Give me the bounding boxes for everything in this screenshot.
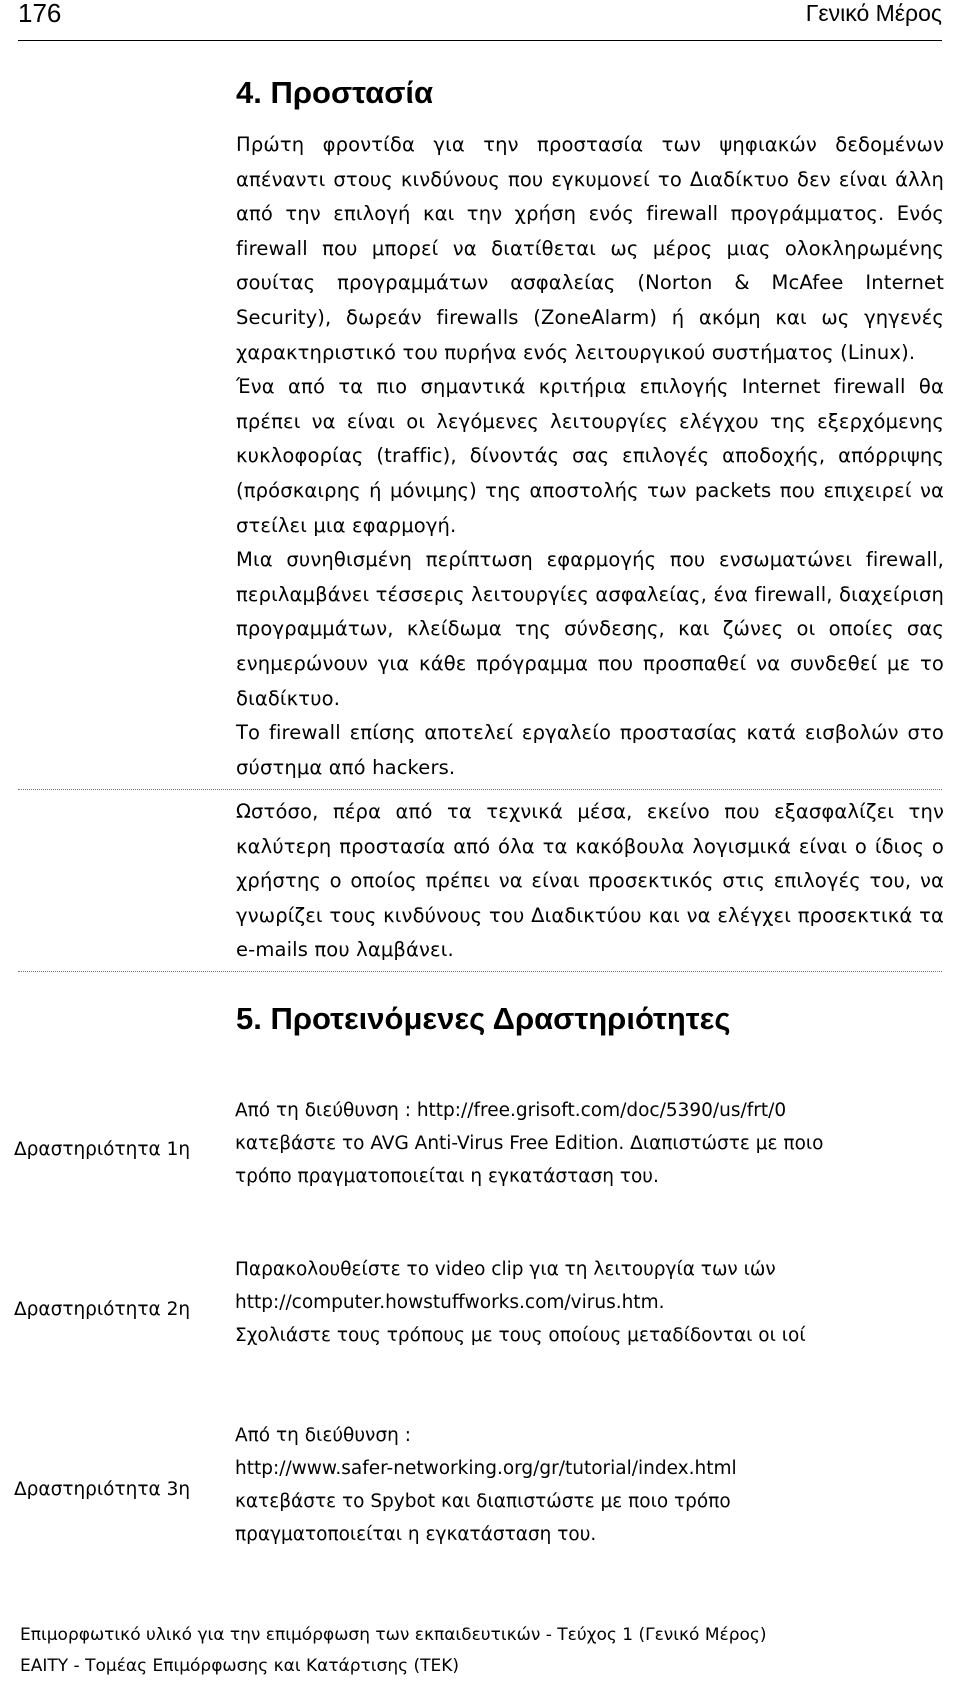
activity-text bbox=[235, 1094, 935, 1193]
divider bbox=[18, 971, 942, 972]
activity-label: Δραστηριότητα 1η bbox=[14, 1139, 191, 1160]
activity-line: Σχολιάστε τους τρόπους με τους οποίους μεταδίδονται οι ιοί bbox=[235, 1325, 806, 1346]
activity-line: Παρακολουθείστε το video clip για τη λειτουργία των ιών bbox=[235, 1259, 776, 1280]
activity-text bbox=[235, 1253, 935, 1352]
section-closing bbox=[236, 795, 944, 968]
activity-line: http://www.safer-networking.org/gr/tutorial/index.html bbox=[235, 1458, 737, 1479]
page-number: 176 bbox=[18, 0, 62, 28]
activity-line: Από τη διεύθυνση : bbox=[235, 1425, 411, 1446]
activity-line: κατεβάστε το AVG Anti-Virus Free Edition. Διαπιστώστε με ποιο bbox=[235, 1133, 824, 1154]
page-footer bbox=[20, 1620, 767, 1682]
paragraph: Ένα από τα πιο σημαντικά κριτήρια επιλογής Internet firewall θα πρέπει να είναι οι λεγόμενες λειτουργίες ελέγχου της εξερχόμενης κυκλοφορίας (traffic), δίνοντάς σας επιλογές αποδοχής, απόρριψης (πρόσκαιρης ή μόνιμης) της αποστολής των packets που επιχειρεί να στείλει μια εφαρμογή. bbox=[236, 375, 944, 537]
paragraph: Ωστόσο, πέρα από τα τεχνικά μέσα, εκείνο που εξασφαλίζει την καλύτερη προστασία από όλα τα κακόβουλα λογισμικά είναι ο ίδιος ο χρήστης ο οποίος πρέπει να είναι προσεκτικός στις επιλογές του, να γνωρίζει τους κινδύνους του Διαδικτύου και να ελέγχει προσεκτικά τα e-mails που λαμβάνει. bbox=[236, 800, 944, 962]
section-body bbox=[236, 128, 944, 785]
footer-line: Επιμορφωτικό υλικό για την επιμόρφωση των εκπαιδευτικών - Τεύχος 1 (Γενικό Μέρος) bbox=[20, 1625, 767, 1645]
activity-line: http://computer.howstuffworks.com/virus.htm. bbox=[235, 1292, 665, 1313]
footer-line: ΕΑΙΤΥ - Τομέας Επιμόρφωσης και Κατάρτισης (ΤΕΚ) bbox=[20, 1656, 460, 1676]
activity-label: Δραστηριότητα 2η bbox=[14, 1299, 191, 1320]
activity-label: Δραστηριότητα 3η bbox=[14, 1479, 191, 1500]
paragraph: Το firewall επίσης αποτελεί εργαλείο προστασίας κατά εισβολών στο σύστημα από hackers. bbox=[236, 721, 944, 779]
activity-line: Από τη διεύθυνση : http://free.grisoft.com/doc/5390/us/frt/0 bbox=[235, 1100, 787, 1121]
paragraph: Πρώτη φροντίδα για την προστασία των ψηφιακών δεδομένων απέναντι στους κινδύνους που εγκυμονεί το Διαδίκτυο δεν είναι άλλη από την επιλογή και την χρήση ενός firewall προγράμματος. Ενός firewall που μπορεί να διατίθεται ως μέρος μιας ολοκληρωμένης σουίτας προγραμμάτων ασφαλείας (Norton & McAfee Internet Security), δωρεάν firewalls (ZoneAlarm) ή ακόμη και ως γηγενές χαρακτηριστικό του πυρήνα ενός λειτουργικού συστήματος (Linux). bbox=[236, 133, 944, 364]
section-heading-protection: 4. Προστασία bbox=[236, 75, 434, 110]
part-title: Γενικό Μέρος bbox=[805, 0, 942, 26]
activity-text bbox=[235, 1419, 935, 1551]
paragraph: Μια συνηθισμένη περίπτωση εφαρμογής που ενσωματώνει firewall, περιλαμβάνει τέσσερις λειτουργίες ασφαλείας, ένα firewall, διαχείριση προγραμμάτων, κλείδωμα της σύνδεσης, και ζώνες οι οποίες σας ενημερώνουν για κάθε πρόγραμμα που προσπαθεί να συνδεθεί με το διαδίκτυο. bbox=[236, 548, 944, 710]
activity-line: κατεβάστε το Spybot και διαπιστώστε με ποιο τρόπο bbox=[235, 1491, 731, 1512]
activity-line: τρόπο πραγματοποιείται η εγκατάσταση του. bbox=[235, 1166, 659, 1187]
divider bbox=[18, 789, 942, 790]
page-header bbox=[18, 0, 942, 41]
activity-line: πραγματοποιείται η εγκατάσταση του. bbox=[235, 1524, 597, 1545]
section-heading-activities: 5. Προτεινόμενες Δραστηριότητες bbox=[236, 1001, 731, 1036]
